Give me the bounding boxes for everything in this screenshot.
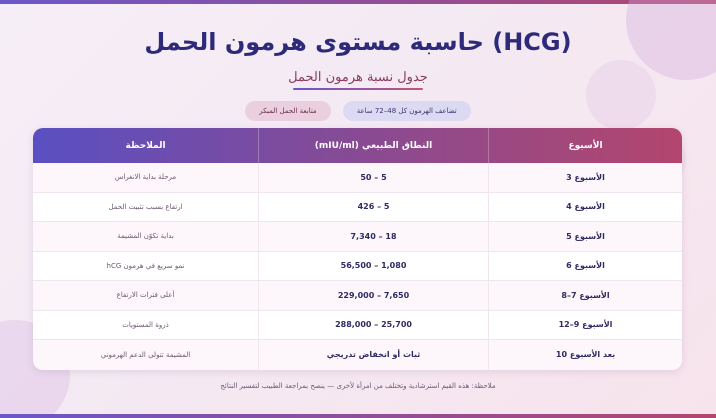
badge-early-pregnancy: متابعة الحمل المبكر bbox=[245, 101, 330, 121]
page-subtitle: جدول نسبة هرمون الحمل bbox=[288, 70, 428, 85]
cell-week: الأسبوع 9–12 bbox=[488, 311, 682, 340]
cell-range: 7,650 – 229,000 bbox=[258, 281, 488, 310]
table-row bbox=[33, 281, 682, 311]
cell-range: 5 – 50 bbox=[258, 163, 488, 192]
cell-week: الأسبوع 4 bbox=[488, 193, 682, 222]
badge-doubling: تضاعف الهرمون كل 48–72 ساعة bbox=[343, 101, 471, 121]
page-title: (HCG) حاسبة مستوى هرمون الحمل bbox=[144, 28, 572, 56]
header-week: الأسبوع bbox=[488, 128, 682, 163]
cell-note: ذروة المستويات bbox=[122, 320, 169, 329]
table-row bbox=[33, 311, 682, 341]
table-row bbox=[33, 252, 682, 282]
cell-week: الأسبوع 7–8 bbox=[488, 281, 682, 310]
table-row bbox=[33, 340, 682, 370]
cell-range: 25,700 – 288,000 bbox=[258, 311, 488, 340]
cell-note: ارتفاع بسبب تثبيت الحمل bbox=[108, 202, 183, 211]
header-note: الملاحظة bbox=[125, 140, 166, 151]
header-range: النطاق الطبيعي (mIU/ml) bbox=[258, 128, 488, 163]
cell-range: 1,080 – 56,500 bbox=[258, 252, 488, 281]
cell-week: الأسبوع 6 bbox=[488, 252, 682, 281]
table-row bbox=[33, 222, 682, 252]
cell-range: ثبات أو انخفاض تدريجي bbox=[258, 340, 488, 370]
cell-range: 5 – 426 bbox=[258, 193, 488, 222]
hcg-table bbox=[33, 128, 682, 370]
cell-week: الأسبوع 5 bbox=[488, 222, 682, 251]
table-header bbox=[33, 128, 682, 163]
cell-note: مرحلة بداية الانغراس bbox=[114, 173, 177, 182]
cell-note: أعلى فترات الارتفاع bbox=[116, 291, 175, 300]
cell-range: 18 – 7,340 bbox=[258, 222, 488, 251]
cell-week: بعد الأسبوع 10 bbox=[488, 340, 682, 370]
bottom-accent-bar bbox=[0, 414, 716, 418]
cell-note: المشيمة تتولى الدعم الهرموني bbox=[100, 350, 191, 359]
top-accent-bar bbox=[0, 0, 716, 4]
cell-note: بداية تكوّن المشيمة bbox=[117, 232, 174, 241]
table-body bbox=[33, 163, 682, 370]
table-row bbox=[33, 193, 682, 223]
cell-note: نمو سريع في هرمون hCG bbox=[106, 261, 185, 270]
badge-group bbox=[0, 101, 716, 121]
footnote: ملاحظة: هذه القيم استرشادية وتختلف من امرأة لأخرى — ينصح بمراجعة الطبيب لتفسير النتائج bbox=[220, 382, 496, 390]
subtitle-underline bbox=[293, 88, 423, 90]
cell-week: الأسبوع 3 bbox=[488, 163, 682, 192]
table-row bbox=[33, 163, 682, 193]
